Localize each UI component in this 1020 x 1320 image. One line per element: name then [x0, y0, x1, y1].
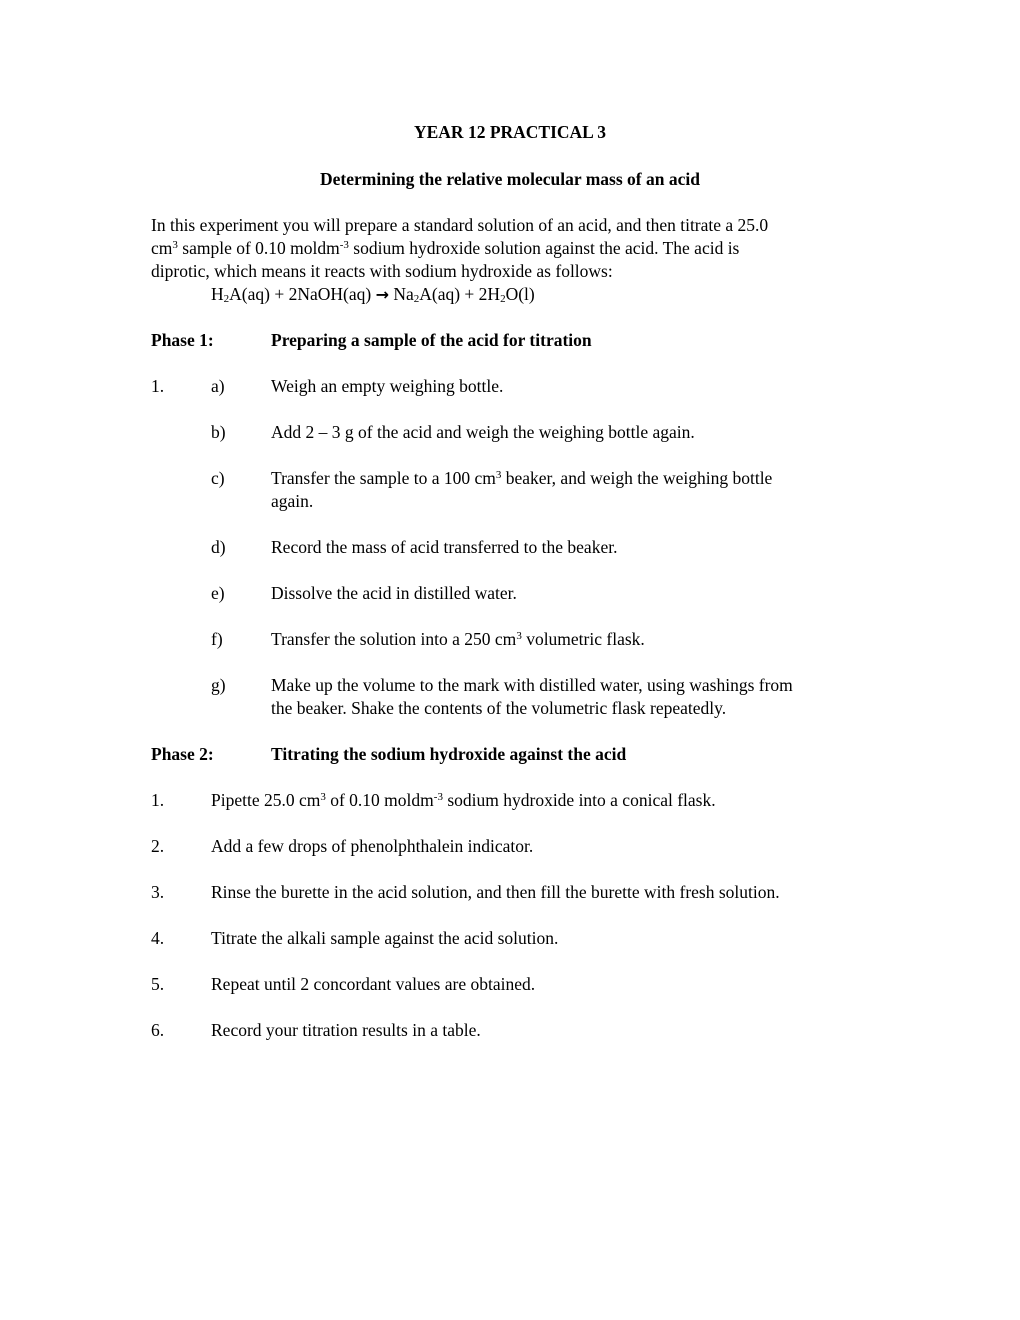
step-number: 4.	[151, 928, 165, 948]
step-text: Make up the volume to the mark with distilled water, using washings from	[271, 675, 793, 695]
step-number: 5.	[151, 974, 165, 994]
step-text-part: Pipette 25.0 cm	[211, 790, 321, 810]
subscript: 2	[413, 293, 420, 305]
equation-text: O(l)	[505, 284, 535, 304]
step-text	[211, 789, 716, 812]
superscript: 3	[495, 469, 502, 481]
step-letter: f)	[211, 629, 223, 649]
step-text-part: Transfer the solution into a 250 cm	[271, 629, 517, 649]
phase-1-label: Phase 1:	[151, 330, 214, 350]
step-text: Record the mass of acid transferred to the beaker.	[271, 537, 618, 557]
intro-text: sample of 0.10 moldm	[177, 238, 340, 258]
arrow-icon: →	[375, 285, 389, 304]
step-text: Weigh an empty weighing bottle.	[271, 376, 504, 396]
superscript: 3	[320, 791, 326, 803]
step-text-part: Transfer the sample to a 100 cm	[271, 468, 496, 488]
equation-text: A(aq) + 2H	[419, 284, 501, 304]
phase-1-step-number: 1.	[151, 376, 165, 396]
chemical-equation	[211, 283, 535, 306]
step-text	[271, 628, 645, 651]
step-text: Dissolve the acid in distilled water.	[271, 583, 517, 603]
equation-text: Na	[388, 284, 414, 304]
intro-text: cm	[151, 238, 173, 258]
step-text-part: sodium hydroxide into a conical flask.	[442, 790, 716, 810]
step-letter: d)	[211, 537, 226, 557]
step-text: Rinse the burette in the acid solution, and then fill the burette with fresh solution.	[211, 882, 780, 902]
equation-text: H	[211, 284, 224, 304]
step-text: Titrate the alkali sample against the acid solution.	[211, 928, 559, 948]
step-number: 6.	[151, 1020, 165, 1040]
step-text-part: beaker, and weigh the weighing bottle	[501, 468, 773, 488]
step-letter: b)	[211, 422, 226, 442]
intro-line-2	[151, 237, 739, 260]
intro-text: sodium hydroxide solution against the acid. The acid is	[348, 238, 740, 258]
intro-line-1: In this experiment you will prepare a standard solution of an acid, and then titrate a 25.0	[151, 215, 769, 235]
step-text: Add 2 – 3 g of the acid and weigh the weighing bottle again.	[271, 422, 695, 442]
step-text-part: volumetric flask.	[521, 629, 645, 649]
step-text: Add a few drops of phenolphthalein indicator.	[211, 836, 534, 856]
subscript: 2	[223, 293, 230, 305]
step-text: Repeat until 2 concordant values are obtained.	[211, 974, 536, 994]
superscript: 3	[516, 630, 522, 642]
intro-line-3: diprotic, which means it reacts with sodium hydroxide as follows:	[151, 261, 613, 281]
phase-2-label: Phase 2:	[151, 744, 214, 764]
step-text: Record your titration results in a table.	[211, 1020, 481, 1040]
phase-1-heading: Preparing a sample of the acid for titration	[271, 330, 592, 350]
document-title: YEAR 12 PRACTICAL 3	[413, 122, 607, 142]
equation-text: A(aq) + 2NaOH(aq)	[229, 284, 376, 304]
document-subtitle: Determining the relative molecular mass of an acid	[320, 169, 700, 189]
step-text-continued: again.	[271, 491, 314, 511]
step-number: 1.	[151, 790, 165, 810]
phase-2-heading: Titrating the sodium hydroxide against the acid	[271, 744, 627, 764]
step-letter: g)	[211, 675, 226, 695]
step-text-part: of 0.10 moldm	[325, 790, 434, 810]
step-letter: e)	[211, 583, 225, 603]
step-text-continued: the beaker. Shake the contents of the volumetric flask repeatedly.	[271, 698, 727, 718]
step-letter: a)	[211, 376, 225, 396]
superscript: -3	[339, 239, 349, 251]
step-number: 2.	[151, 836, 165, 856]
step-number: 3.	[151, 882, 165, 902]
step-text	[271, 467, 772, 490]
superscript: -3	[433, 791, 443, 803]
superscript: 3	[172, 239, 178, 251]
step-letter: c)	[211, 468, 225, 488]
subscript: 2	[500, 293, 506, 305]
